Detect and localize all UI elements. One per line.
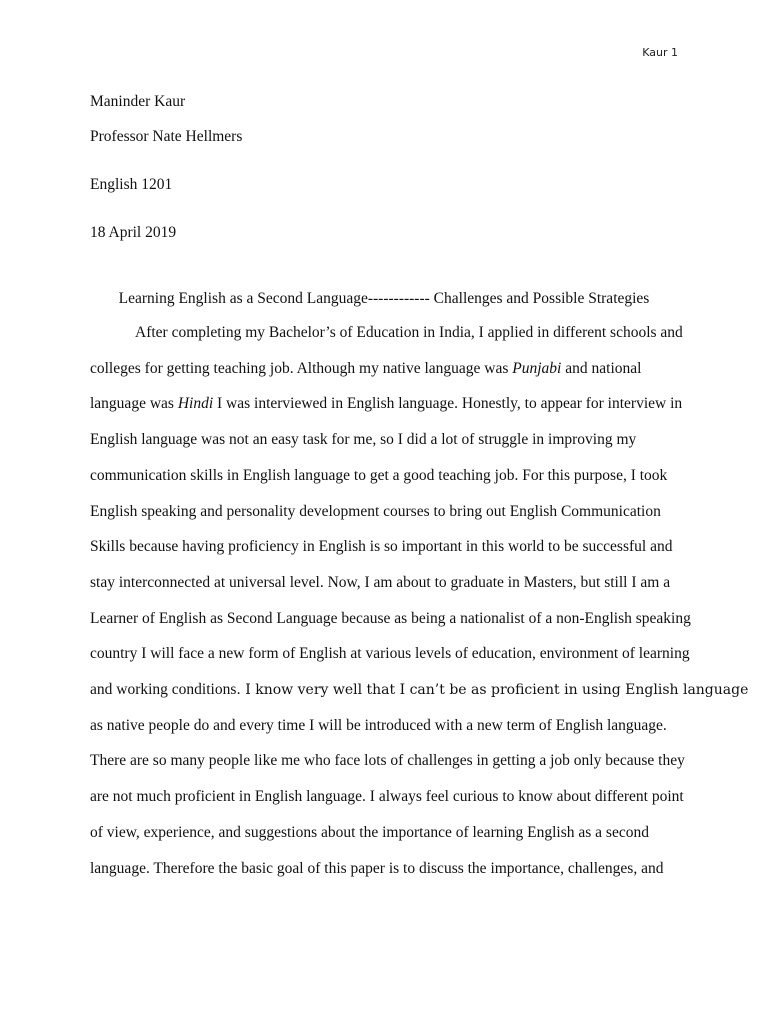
body-line [90,823,649,843]
text-segment: English language was not an easy task for me, so I did a lot of struggle in improving my [90,431,637,449]
text-segment: country I will face a new form of English at various levels of education, environment of learning [90,645,690,663]
text-segment: English speaking and personality development courses to bring out English Communication [90,502,661,520]
text-segment: Skills because having proficiency in English is so important in this world to be successful and [90,538,673,556]
body-line [90,751,685,771]
body-line [90,466,667,486]
text-segment: After completing my Bachelor’s of Education in India, I applied in different schools and [135,324,683,341]
alt-font-text: . I know very well that I can’t be as proficient in using English language [236,682,749,698]
text-segment: and national [561,359,642,377]
body-line [90,680,748,700]
body-line [90,430,636,450]
body-line [90,644,690,664]
date: 18 April 2019 [90,224,177,241]
body-line [90,573,670,593]
body-line [90,502,661,522]
body-line [90,359,641,379]
body-line [90,394,682,414]
body-line [90,609,691,629]
italic-word: Hindi [177,395,214,413]
text-segment: Learner of English as Second Language because as being a nationalist of a non-English speaking [90,609,691,627]
text-segment: There are so many people like me who face lots of challenges in getting a job only because they [90,752,685,770]
text-segment: are not much proficient in English language. I always feel curious to know about different point [90,788,684,806]
text-segment: and working conditions [90,681,237,698]
text-segment: language was [90,395,178,413]
text-segment: of view, experience, and suggestions about the importance of learning English as a second [90,823,649,841]
body-line [135,323,683,343]
text-segment: language. Therefore the basic goal of this paper is to discuss the importance, challenges, and [90,859,664,877]
course-name: English 1201 [90,176,173,193]
text-segment: stay interconnected at universal level. Now, I am about to graduate in Masters, but still I am a [90,573,671,591]
author-name: Maninder Kaur [90,93,186,110]
paper-title: Learning English as a Second Language------------ Challenges and Possible Strategies [118,290,650,307]
running-head: Kaur 1 [642,46,678,59]
body-line [90,716,667,736]
professor-name: Professor Nate Hellmers [90,128,243,145]
text-segment: colleges for getting teaching job. Although my native language was [90,359,513,377]
text-segment: I was interviewed in English language. Honestly, to appear for interview in [213,395,683,413]
body-line [90,859,663,879]
body-line [90,787,684,807]
text-segment: as native people do and every time I will be introduced with a new term of English language. [90,716,667,734]
italic-word: Punjabi [512,359,562,377]
text-segment: communication skills in English language to get a good teaching job. For this purpose, I took [90,466,668,484]
body-line [90,537,672,557]
